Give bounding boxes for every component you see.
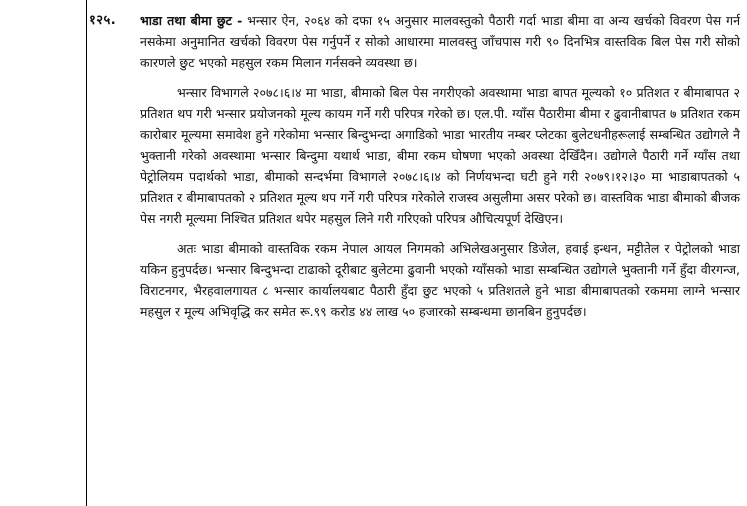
paragraph-3: अतः भाडा बीमाको वास्तविक रकम नेपाल आयल निगमको अभिलेखअनुसार डिजेल, हवाई इन्धन, मट्टीतेल र पेट्रोलको भाडा यकिन हुनुपर्दछ। भन्सार बिन्दुभन्दा टाढाको दूरीबाट बुलेटमा ढुवानी भएको ग्याँसको भाडा सम्बन्धित उद्योगले भुक्तानी गर्ने हुँदा वीरगन्ज, विराटनगर, भैरहवालगायत ८ भन्सार कार्यालयबाट पैठारी हुँदा छुट भएको ५ प्रतिशतले हुने भाडा बीमाबापतको रकममा लाग्ने भन्सार महसुल र मूल्य अभिवृद्धि कर समेत रू.९९ करोड ४४ लाख ५० हजारको सम्बन्धमा छानबिन हुनुपर्दछ।	[140, 241, 740, 319]
section-heading: भाडा तथा बीमा छुट -	[140, 13, 243, 28]
paragraph-1-body: भन्सार ऐन, २०६४ को दफा १५ अनुसार मालवस्तुको पैठारी गर्दा भाडा बीमा वा अन्य खर्चको विवरण पेस गर्न नसकेमा अनुमानित खर्चको विवरण पेस गर्नुपर्ने र सोको आधारमा मालवस्तु जाँचपास गरी ९० दिनभित्र वास्तविक बिल पेस गरी सोको कारणले छुट भएको महसुल रकम मिलान गर्नसक्ने व्यवस्था छ।	[140, 13, 741, 70]
section-content	[140, 10, 740, 322]
paragraph-2: भन्सार विभागले २०७८।६।४ मा भाडा, बीमाको बिल पेस नगरीएको अवस्थामा भाडा बापत मूल्यको १० प्रतिशत र बीमाबापत २ प्रतिशत थप गरी भन्सार प्रयोजनको मूल्य कायम गर्ने गरी परिपत्र गरेको छ। एल.पी. ग्याँस पैठारीमा बीमा र ढुवानीबापत ७ प्रतिशत रकम कारोबार मूल्यमा समावेश हुने गरेकोमा भन्सार बिन्दुभन्दा अगाडिको भाडा भारतीय नम्बर प्लेटका बुलेटधनीहरूलाई सम्बन्धित उद्योगले नै भुक्तानी गरेको अवस्थामा भन्सार बिन्दुमा यथार्थ भाडा, बीमा रकम घोषणा भएको अवस्था देखिँदैन। उद्योगले पैठारी गर्ने ग्याँस तथा पेट्रोलियम पदार्थको भाडा, बीमाको सन्दर्भमा विभागले २०७८।६।४ को निर्णयभन्दा घटी हुने गरी २०७९।१२।३० मा भाडाबापतको ५ प्रतिशत र बीमाबापतको २ प्रतिशत मूल्य थप गर्ने गरी परिपत्र गरेकोले राजस्व असुलीमा असर परेको छ। वास्तविक भाडा बीमाको बीजक पेस नगरी मूल्यमा निश्चित प्रतिशत थपेर महसुल लिने गरी गरिएको परिपत्र औचित्यपूर्ण देखिएन।	[140, 85, 740, 226]
paragraph-1	[140, 10, 740, 73]
margin-rule	[86, 0, 87, 506]
section-number: १२५.	[89, 13, 117, 28]
